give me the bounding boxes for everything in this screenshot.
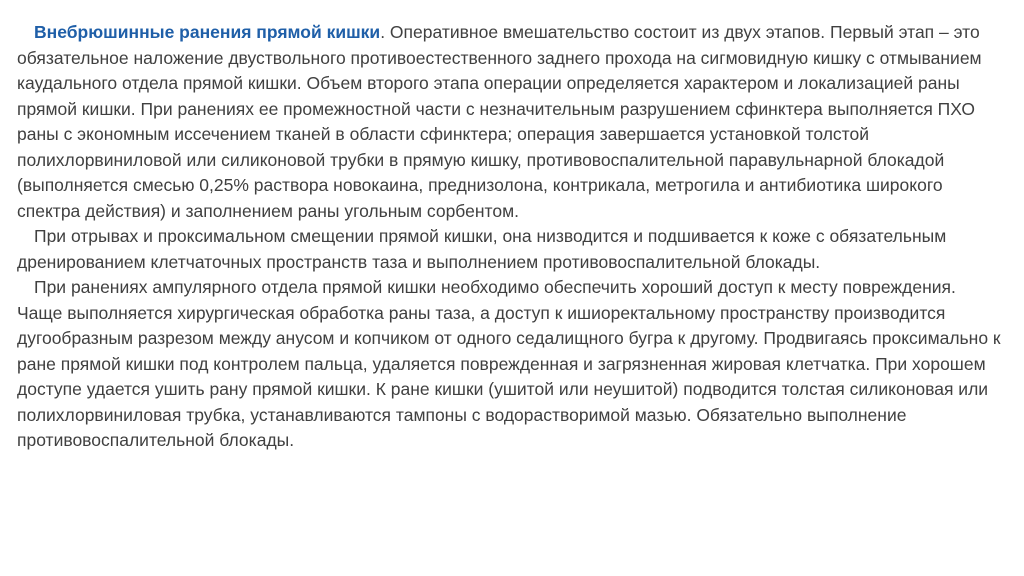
paragraph-text: При отрывах и проксимальном смещении прямой кишки, она низводится и подшивается к коже с обязательным дренированием клетчаточных пространств таза и выполнением противовоспалительной блокады. (17, 226, 947, 272)
paragraph-avulsion (17, 224, 1002, 275)
body-text-block (17, 20, 1002, 454)
paragraph-extraperitoneal-wounds (17, 20, 1002, 224)
term-heading: Внебрюшинные ранения прямой кишки (34, 22, 381, 42)
paragraph-text: . Оперативное вмешательство состоит из двух этапов. Первый этап – это обязательное наложение двуствольного противоестественного заднего прохода на сигмовидную кишку с отмыванием каудального отдела прямой кишки. Объем второго этапа операции определяется характером и локализацией раны прямой кишки. При ранениях ее промежностной части с незначительным разрушением сфинктера выполняется ПХО раны с экономным иссечением тканей в области сфинктера; операция завершается установкой толстой полихлорвиниловой или силиконовой трубки в прямую кишку, противовоспалительной паравульнарной блокадой (выполняется смесью 0,25% раствора новокаина, преднизолона, контрикала, метрогила и антибиотика широкого спектра действия) и заполнением раны угольным сорбентом. (17, 22, 982, 221)
paragraph-text: При ранениях ампулярного отдела прямой кишки необходимо обеспечить хороший доступ к месту повреждения. Чаще выполняется хирургическая обработка раны таза, а доступ к ишиоректальному пространству производится дугообразным разрезом между анусом и копчиком от одного седалищного бугра к другому. Продвигаясь проксимально к ране прямой кишки под контролем пальца, удаляется поврежденная и загрязненная жировая клетчатка. При хорошем доступе удается ушить рану прямой кишки. К ране кишки (ушитой или неушитой) подводится толстая силиконовая или полихлорвиниловая трубка, устанавливаются тампоны с водорастворимой мазью. Обязательно выполнение противовоспалительной блокады. (17, 277, 1001, 450)
paragraph-ampullary-wounds (17, 275, 1002, 454)
